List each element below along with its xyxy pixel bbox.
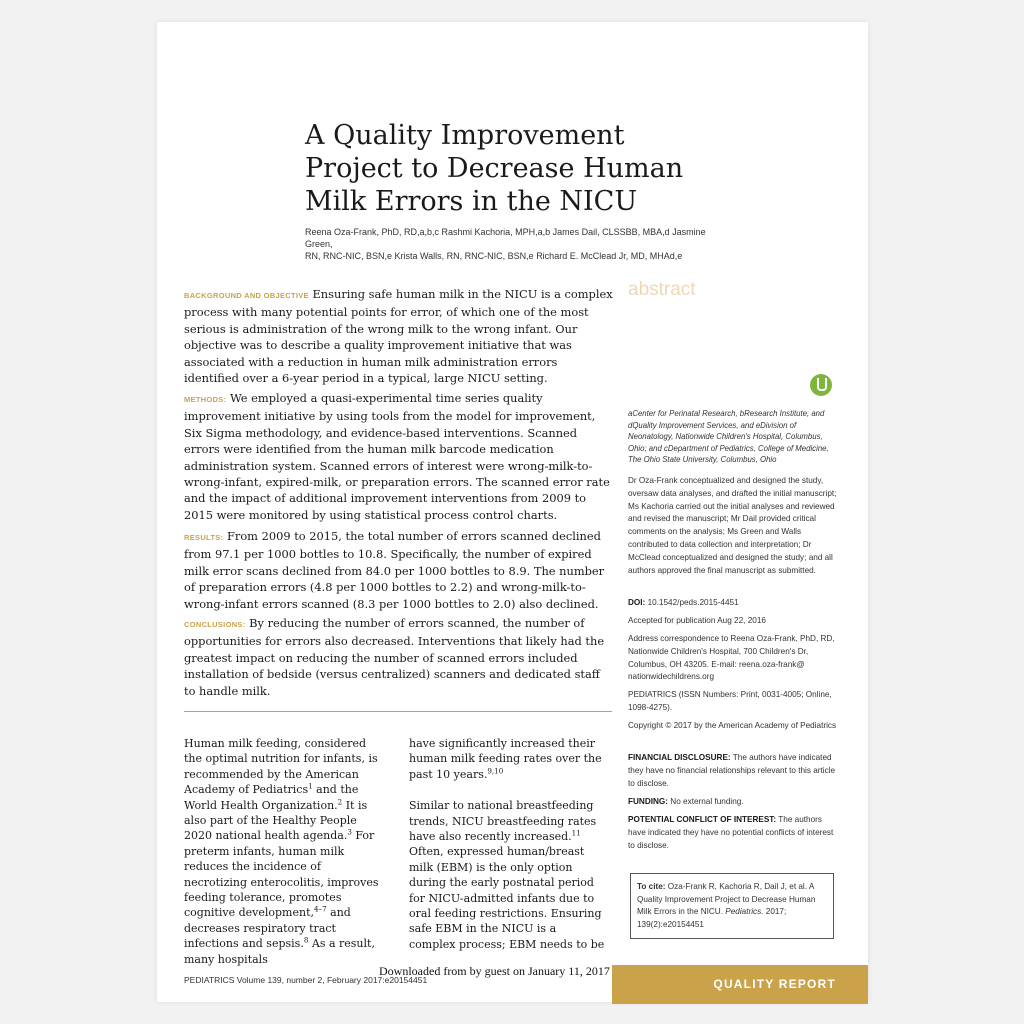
body-text: It is also part of the Healthy People 2020 national health agenda. — [184, 798, 368, 843]
citation-ref: 4–7 — [314, 904, 327, 914]
body-text: As a result, many hospitals — [184, 937, 375, 966]
section-bar — [612, 965, 868, 1004]
body-text: Often, expressed human/breast milk (EBM) is the only option during the early postnatal period for NICU-admitted infants due to oral feeding restrictions. Ensuring safe EBM in the NICU is a complex process; EBM needs to be — [409, 845, 605, 951]
body-text: and the World Health Organization. — [184, 783, 359, 812]
article-page — [157, 22, 868, 1002]
funding-text: No external funding. — [668, 797, 744, 806]
body-text: For preterm infants, human milk reduces the incidence of necrotizing enterocolitis, improves feeding tolerance, promotes cognitive development, — [184, 829, 379, 920]
journal-footer: PEDIATRICS Volume 139, number 2, February 2017:e20154451 — [184, 975, 428, 985]
conflict-text: The authors have indicated they have no potential conflicts of interest to disclose. — [628, 815, 834, 850]
author-line: RN, RNC-NIC, BSN,e Krista Walls, RN, RNC-NIC, BSN,e Richard E. McClead Jr, MD, MHAd,e — [305, 251, 683, 261]
body-column-2 — [409, 736, 606, 952]
accepted-date: Accepted for publication Aug 22, 2016 — [628, 616, 766, 625]
open-access-icon[interactable] — [810, 374, 832, 396]
author-contributions: Dr Oza-Frank conceptualized and designed the study, oversaw data analyses, and drafted the initial manuscript; Ms Kachoria carried out the initial analyses and reviewed and revised the manuscript; Mr Dail provided critical comments on the analysis; Ms Green and Walls contributed to data collection and interpretation; Dr McClead conceptualized and designed the study; and all authors approved the final manuscript as submitted. — [628, 476, 837, 575]
financial-disclosure — [628, 752, 838, 790]
doi-label: DOI: — [628, 598, 646, 607]
cite-tail: 2017; 139(2):e20154451 — [637, 907, 787, 929]
affiliations: aCenter for Perinatal Research, bResearch Institute, and dQuality Improvement Services, and eDivision of Neonatology, Nationwide Children's Hospital, Columbus, Ohio; and cDepartment of Pediatrics, College of Medicine, The Ohio State University, Columbus, Ohio — [628, 409, 829, 465]
correspondence-address: Address correspondence to Reena Oza-Frank, PhD, RD, Nationwide Children's Hospital, 700 Children's Dr, Columbus, OH 43205. E-mail: reena.oza-frank@ nationwidechildrens.org — [628, 634, 835, 682]
abstract-results — [184, 528, 614, 612]
citation-box — [630, 873, 834, 939]
body-text: Human milk feeding, considered the optimal nutrition for infants, is recommended by the American Academy of Pediatrics — [184, 737, 378, 797]
doi — [628, 597, 838, 610]
citation-ref: 2 — [337, 796, 343, 806]
conflict-of-interest — [628, 814, 838, 852]
abstract-background — [184, 286, 614, 386]
background-label: BACKGROUND AND OBJECTIVE — [184, 291, 309, 300]
body-column-1 — [184, 736, 381, 967]
title-line: Project to Decrease Human — [305, 153, 684, 184]
cite-text: Oza-Frank R, Kachoria R, Dail J, et al. A Quality Improvement Project to Decrease Human Milk Errors in the NICU. — [637, 882, 816, 917]
background-text: Ensuring safe human milk in the NICU is a complex process with many potential points for error, of which one of the most serious is administration of the wrong milk to the wrong infant. Our objective was to describe a quality improvement initiative that was associated with a reduction in human milk administration errors identified over a 6-year period in a typical, large NICU setting. — [184, 287, 613, 386]
citation-ref: 11 — [571, 828, 581, 838]
methods-text: We employed a quasi-experimental time series quality improvement initiative by using tools from the model for improvement, Six Sigma methodology, and evidence-based interventions. Scanned errors were identified from the human milk barcode medication administration system. Scanned errors of interest were wrong-milk-to-wrong-infant, expired-milk, or preparation errors. The scanned error rate and the impact of additional improvement interventions from 2009 to 2015 were monitored by using statistical process control charts. — [184, 391, 610, 522]
title-line: A Quality Improvement — [305, 120, 625, 151]
citation-ref: 1 — [308, 781, 313, 791]
title-line: Milk Errors in the NICU — [305, 186, 638, 217]
methods-label: METHODS: — [184, 395, 227, 404]
abstract-methods — [184, 390, 614, 523]
author-line: Reena Oza-Frank, PhD, RD,a,b,c Rashmi Kachoria, MPH,a,b James Dail, CLSSBB, MBA,d Jasmine Green, — [305, 227, 706, 249]
citation-ref: 9,10 — [487, 766, 504, 776]
funding — [628, 796, 838, 809]
abstract-heading: abstract — [628, 279, 696, 300]
results-label: RESULTS: — [184, 533, 224, 542]
conflict-label: POTENTIAL CONFLICT OF INTEREST: — [628, 815, 777, 824]
body-text: Similar to national breastfeeding trends, NICU breastfeeding rates have also recently increased. — [409, 799, 597, 844]
abstract-conclusions — [184, 615, 614, 699]
body-text: and decreases respiratory tract infections and sepsis. — [184, 906, 351, 951]
section-label: QUALITY REPORT — [713, 977, 836, 991]
citation-ref: 3 — [347, 827, 352, 837]
copyright: Copyright © 2017 by the American Academy of Pediatrics — [628, 721, 837, 730]
financial-label: FINANCIAL DISCLOSURE: — [628, 753, 731, 762]
cite-journal: Pediatrics. — [725, 907, 764, 917]
results-text: From 2009 to 2015, the total number of errors scanned declined from 97.1 per 1000 bottles to 10.8. Specifically, the number of expired milk error scans declined from 84.0 per 1000 bottles to 8.9. The number of preparation errors (4.8 per 1000 bottles to 2.2) and wrong-milk-to-wrong-infant errors scanned (8.3 per 1000 bottles to 2.0) also declined. — [184, 529, 605, 611]
conclusions-label: CONCLUSIONS: — [184, 620, 246, 629]
cite-label: To cite: — [637, 882, 666, 891]
download-stamp: Downloaded from by guest on January 11, 2017 — [379, 964, 610, 978]
body-text: have significantly increased their human milk feeding rates over the past 10 years. — [409, 737, 602, 781]
funding-label: FUNDING: — [628, 797, 669, 806]
issn: PEDIATRICS (ISSN Numbers: Print, 0031-4005; Online, 1098-4275). — [628, 690, 832, 712]
conclusions-text: By reducing the number of errors scanned, the number of opportunities for errors also decreased. Interventions that likely had the greatest impact on reducing the number of scanned errors included installation of bedside (versus centralized) scanners and dedicated staff to handle milk. — [184, 616, 605, 698]
article-title — [305, 119, 725, 218]
citation-ref: 8 — [303, 935, 309, 945]
abstract-divider — [184, 711, 612, 712]
author-list — [305, 226, 735, 262]
financial-text: The authors have indicated they have no financial relationships relevant to this article to disclose. — [628, 753, 836, 788]
doi-value[interactable]: 10.1542/peds.2015-4451 — [645, 598, 739, 607]
